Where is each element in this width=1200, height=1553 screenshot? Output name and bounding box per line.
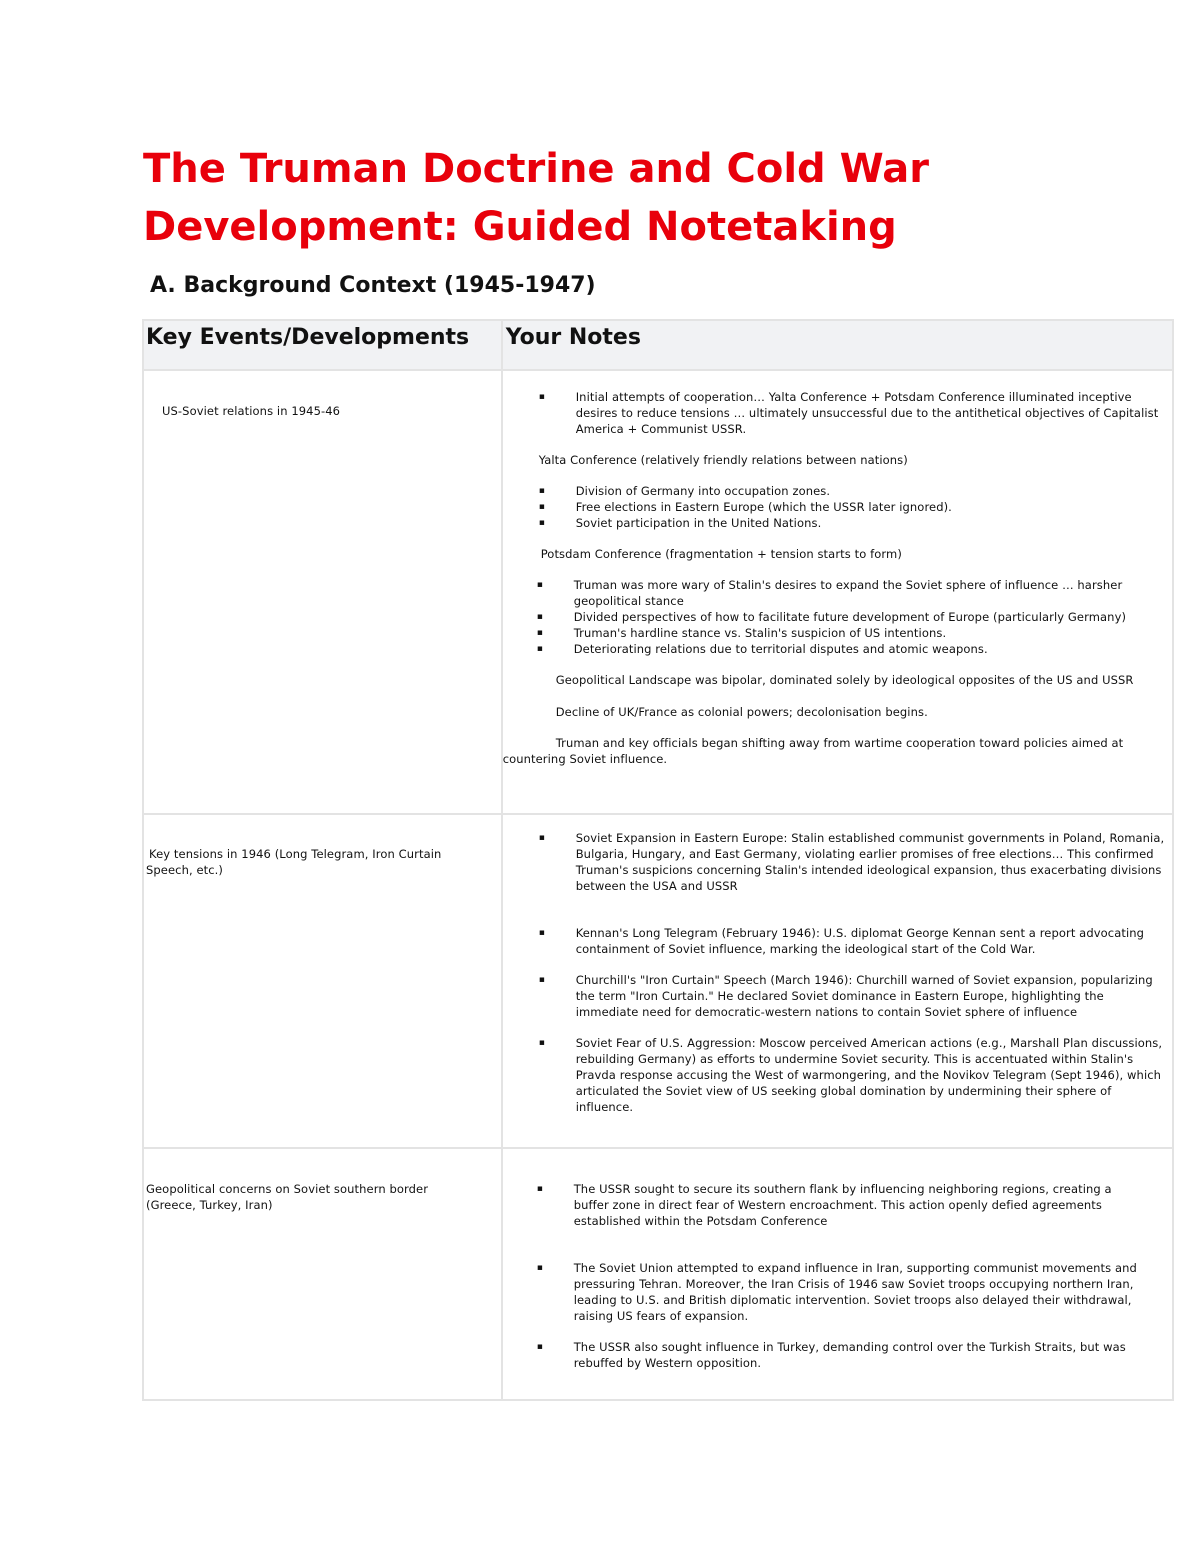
event-cell — [143, 1148, 502, 1400]
notes-cell — [502, 1148, 1173, 1400]
table-row — [143, 814, 1173, 1148]
notes-table — [142, 319, 1174, 1401]
list-item: ▪ Soviet Fear of U.S. Aggression: Moscow perceived American actions (e.g., Marshall Plan discussions, rebuilding Germany) as efforts to undermine Soviet security. This is accentuated within Stalin's Pravda response accusing the West of warmongering, and the Novikov Telegram (Sept 1946), which articulated the Soviet view of US seeking global domination by undermining their sphere of influence. — [576, 1035, 1170, 1115]
event-cell — [143, 814, 502, 1148]
list-item: ▪ Kennan's Long Telegram (February 1946): U.S. diplomat George Kennan sent a report advocating containment of Soviet influence, marking the ideological start of the Cold War. — [576, 925, 1170, 957]
list-item: ▪ Churchill's "Iron Curtain" Speech (March 1946): Churchill warned of Soviet expansion, popularizing the term "Iron Curtain." He declared Soviet dominance in Eastern Europe, highlighting the immediate need for democratic-western nations to contain Soviet sphere of influence — [576, 972, 1170, 1020]
list-item: ▪ The USSR also sought influence in Turkey, demanding control over the Turkish Straits, but was rebuffed by Western opposition. — [574, 1339, 1147, 1371]
notes-cell — [502, 370, 1173, 814]
table-row — [143, 370, 1173, 814]
page-title: The Truman Doctrine and Cold War Development: Guided Notetaking — [143, 146, 930, 250]
event-label: Geopolitical concerns on Soviet southern border (Greece, Turkey, Iran) — [146, 1182, 429, 1212]
header-key-events: Key Events/Developments — [143, 320, 502, 370]
header-your-notes: Your Notes — [502, 320, 1173, 370]
list-item: ▪ The Soviet Union attempted to expand influence in Iran, supporting communist movements and pressuring Tehran. Moreover, the Iran Crisis of 1946 saw Soviet troops occupying northern Iran, leading to U.S. and British diplomatic intervention. Soviet troops also delayed their withdrawal, raising US fears of expansion. — [574, 1260, 1147, 1324]
notes-cell — [502, 814, 1173, 1148]
event-label: US-Soviet relations in 1945-46 — [162, 404, 341, 418]
list-item: ▪ Initial attempts of cooperation… Yalta Conference + Potsdam Conference illuminated inceptive desires to reduce tensions … ultimately unsuccessful due to the antithetical objectives of Capitalist America + Communist USSR. — [576, 389, 1170, 437]
notes-paragraph: Decline of UK/France as colonial powers; decolonisation begins. — [555, 705, 928, 719]
yalta-heading: Yalta Conference (relatively friendly relations between nations) — [538, 453, 908, 467]
notes-paragraph: Truman and key officials began shifting away from wartime cooperation toward policies aimed at countering Soviet influence. — [502, 736, 1124, 766]
list-item: ▪ Truman was more wary of Stalin's desires to expand the Soviet sphere of influence … harsher geopolitical stance — [574, 577, 1142, 609]
list-item: ▪ Division of Germany into occupation zones. — [576, 483, 1172, 499]
list-item: ▪ Free elections in Eastern Europe (which the USSR later ignored). — [576, 499, 1172, 515]
list-item: ▪ Truman's hardline stance vs. Stalin's suspicion of US intentions. — [574, 625, 1142, 641]
bullet-list — [503, 830, 1172, 1115]
list-item: ▪ Deteriorating relations due to territorial disputes and atomic weapons. — [574, 641, 1142, 657]
table-row — [143, 1148, 1173, 1400]
list-item: ▪ Divided perspectives of how to facilitate future development of Europe (particularly Germany) — [574, 609, 1142, 625]
notes-paragraph: Geopolitical Landscape was bipolar, dominated solely by ideological opposites of the US and USSR — [555, 673, 1134, 687]
potsdam-heading: Potsdam Conference (fragmentation + tension starts to form) — [540, 547, 902, 561]
bullet-list — [503, 1181, 1172, 1371]
bullet-list — [503, 577, 1172, 657]
event-label: Key tensions in 1946 (Long Telegram, Iron Curtain Speech, etc.) — [146, 847, 442, 877]
list-item: ▪ Soviet Expansion in Eastern Europe: Stalin established communist governments in Poland, Romania, Bulgaria, Hungary, and East Germany, violating earlier promises of free elections… This confirmed Truman's suspicions concerning Stalin's intended ideological expansion, thus exacerbating divisions between the USA and USSR — [576, 830, 1170, 894]
event-cell — [143, 370, 502, 814]
table-header-row — [143, 320, 1173, 370]
bullet-list — [503, 389, 1172, 437]
section-heading: A. Background Context (1945-1947) — [150, 273, 596, 298]
list-item: ▪ The USSR sought to secure its southern flank by influencing neighboring regions, creating a buffer zone in direct fear of Western encroachment. This action openly defied agreements established within the Potsdam Conference — [574, 1181, 1147, 1229]
bullet-list — [503, 483, 1172, 531]
list-item: ▪ Soviet participation in the United Nations. — [576, 515, 1172, 531]
